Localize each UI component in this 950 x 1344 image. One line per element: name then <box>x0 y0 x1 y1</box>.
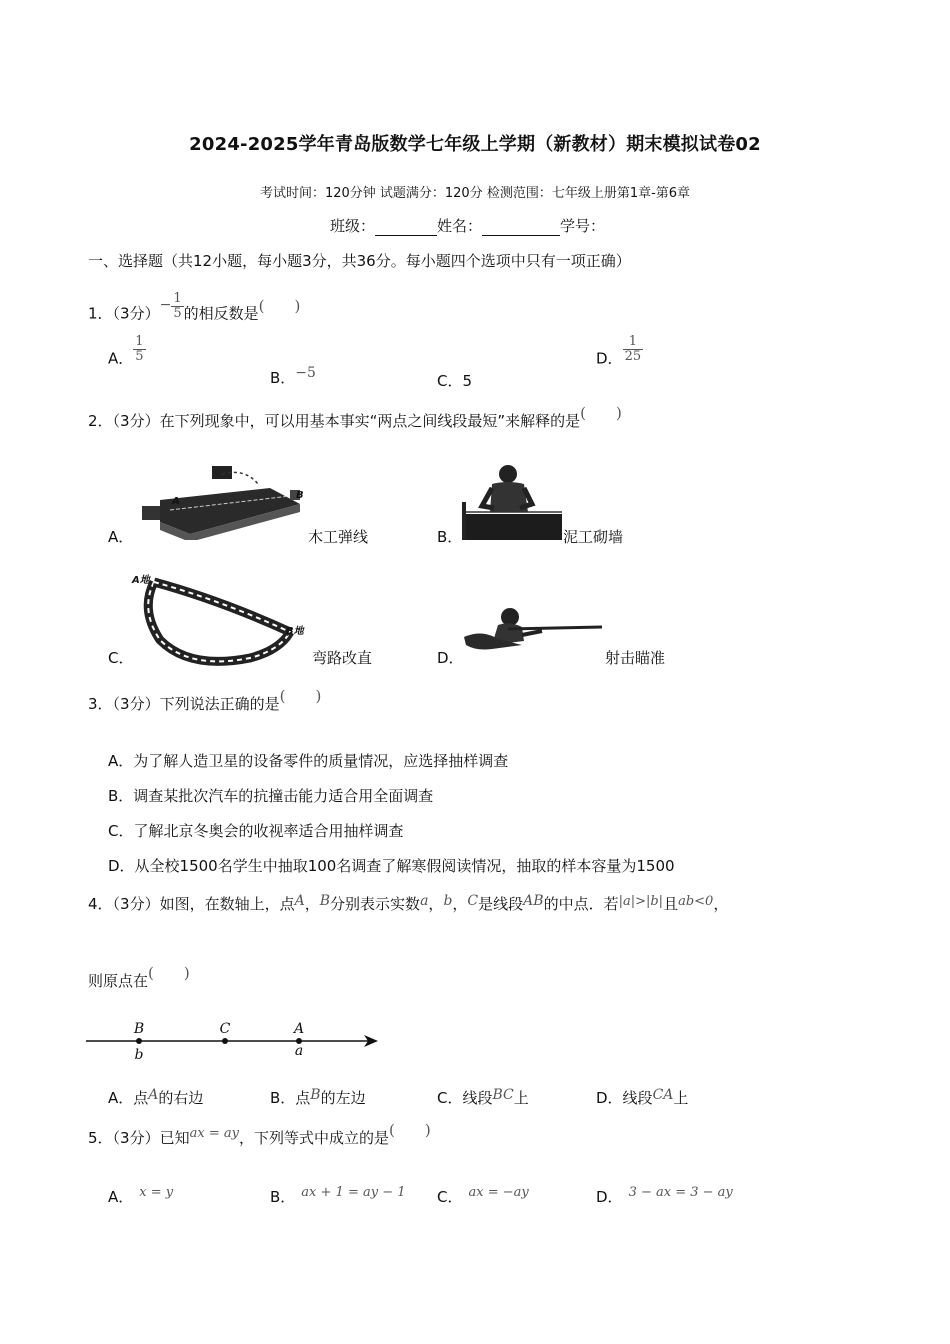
q2-text: 在下列现象中，可以用基本事实“两点之间线段最短”来解释的是 <box>159 412 581 430</box>
bricklayer-image <box>462 462 564 542</box>
q4-a-text: 的右边 <box>158 1089 204 1107</box>
axis-label-b-upper: B <box>133 1021 145 1037</box>
q5-d-equation: 3 − ax = 3 − ay <box>628 1185 733 1200</box>
number-line <box>86 1015 386 1065</box>
q4-number: 4．（3分） <box>88 895 160 913</box>
q2-a-label: A． <box>108 528 134 546</box>
q4-option-d <box>596 1087 688 1108</box>
student-info <box>330 215 605 236</box>
q3-number: 3．（3分） <box>88 695 160 713</box>
q4-option-a <box>108 1087 203 1108</box>
q4-condition-2: ab<0 <box>678 894 714 909</box>
id-label: 学号： <box>560 217 606 235</box>
q1-b-value: −5 <box>295 365 316 381</box>
q4-line-2-text: 则原点在 <box>88 972 149 990</box>
q1-option-d <box>596 334 643 373</box>
q1-c-value: 5 <box>462 372 473 390</box>
exam-info: 考试时间：120分钟 试题满分：120分 检测范围：七年级上册第1章-第6章 <box>259 186 691 201</box>
q5-option-b <box>270 1186 406 1207</box>
q4-line-2 <box>88 964 190 991</box>
q4-option-c <box>437 1087 529 1108</box>
q3-paren: ( ) <box>279 687 322 705</box>
q1-number: 1．（3分） <box>88 304 160 323</box>
q5-text-1: 已知 <box>159 1129 190 1147</box>
question-5 <box>88 1121 431 1148</box>
q4-d-label: D．线段 <box>596 1089 653 1107</box>
q4-text-2: 分别表示实数 <box>330 895 421 913</box>
q4-point-c: C <box>467 893 479 909</box>
q5-given-equation: ax = ay <box>189 1126 239 1141</box>
q4-paren: ( ) <box>148 964 190 982</box>
fig-a-point-a: A <box>172 496 180 507</box>
axis-label-c: C <box>219 1021 231 1037</box>
point-c-dot <box>222 1038 228 1044</box>
q1-a-fraction <box>133 335 145 363</box>
q4-text-5: 且 <box>663 895 679 913</box>
q2-b-caption: 泥工砌墙 <box>563 528 624 546</box>
class-blank <box>375 219 437 236</box>
page-title: 2024-2025学年青岛版数学七年级上学期（新教材）期末模拟试卷02 <box>189 134 761 155</box>
axis-label-b-lower: b <box>134 1047 144 1063</box>
q4-point-a: A <box>294 893 305 909</box>
q1-paren: ( ) <box>258 296 301 315</box>
q5-option-d <box>596 1186 733 1207</box>
section-heading: 一、选择题（共12小题，每小题3分，共36分。每小题四个选项中只有一项正确） <box>88 252 631 270</box>
q2-c-caption: 弯路改直 <box>312 649 373 667</box>
q2-number: 2．（3分） <box>88 412 160 430</box>
q1-frac-sign: − <box>159 296 172 313</box>
q1-frac-den: 5 <box>173 305 182 321</box>
q1-a-num: 1 <box>135 334 144 349</box>
q1-b-label: B． <box>270 369 296 387</box>
name-blank <box>482 219 560 236</box>
q5-paren: ( ) <box>388 1121 431 1139</box>
q4-a-label: A．点 <box>108 1089 149 1107</box>
q5-b-label: B． <box>270 1188 296 1206</box>
q4-c-segment: BC <box>492 1087 514 1103</box>
q1-fraction <box>171 292 183 320</box>
question-2 <box>88 404 622 431</box>
question-1 <box>88 291 301 328</box>
question-3 <box>88 687 322 714</box>
q5-c-label: C． <box>437 1188 463 1206</box>
point-b-dot <box>136 1038 142 1044</box>
q4-a-point: A <box>148 1087 159 1103</box>
q3-option-a: A．为了解人造卫星的设备零件的质量情况，应选择抽样调查 <box>108 752 509 770</box>
q5-c-equation: ax = −ay <box>468 1185 529 1200</box>
q1-option-a <box>108 334 146 373</box>
q1-option-b <box>270 367 316 388</box>
q4-b-text: 的左边 <box>320 1089 366 1107</box>
q3-option-d: D．从全校1500名学生中抽取100名调查了解寒假阅读情况，抽取的样本容量为1500 <box>108 857 675 875</box>
q1-frac-num: 1 <box>173 291 182 306</box>
carpenter-line-image <box>130 460 310 540</box>
q1-a-label: A． <box>108 349 134 368</box>
q2-b-label: B． <box>437 528 463 546</box>
q4-var-b: b <box>443 893 453 909</box>
q4-text-1: 如图，在数轴上，点 <box>159 895 295 913</box>
q2-a-caption: 木工弹线 <box>308 528 369 546</box>
q1-d-num: 1 <box>628 334 637 349</box>
q3-option-c: C．了解北京冬奥会的收视率适合用抽样调查 <box>108 822 404 840</box>
name-label: 姓名： <box>437 217 483 235</box>
q4-point-b: B <box>319 893 331 909</box>
q1-d-label: D． <box>596 349 623 368</box>
q1-text: 的相反数是 <box>183 304 259 323</box>
q3-text: 下列说法正确的是 <box>159 695 280 713</box>
q5-number: 5．（3分） <box>88 1129 160 1147</box>
q5-d-label: D． <box>596 1188 623 1206</box>
q4-text-4: 的中点．若 <box>543 895 619 913</box>
q1-d-den: 25 <box>624 348 642 364</box>
shooting-aim-image <box>462 605 607 660</box>
q5-option-a <box>108 1186 173 1207</box>
q5-a-equation: x = y <box>139 1185 174 1200</box>
q5-a-label: A． <box>108 1188 134 1206</box>
q4-var-a: a <box>420 893 429 909</box>
q4-sep-2: ， <box>428 895 444 913</box>
q1-d-fraction <box>623 335 644 363</box>
q2-d-label: D． <box>437 649 464 667</box>
axis-label-a-lower: a <box>294 1043 304 1059</box>
q4-b-label: B．点 <box>270 1089 311 1107</box>
q2-paren: ( ) <box>580 404 622 422</box>
q4-sep-1: ， <box>304 895 320 913</box>
fig-c-place-a: A地 <box>132 575 150 586</box>
q1-option-c <box>437 370 472 391</box>
axis-label-a-upper: A <box>293 1021 305 1037</box>
q4-c-label: C．线段 <box>437 1089 493 1107</box>
q4-text-6: ， <box>713 895 729 913</box>
q5-b-equation: ax + 1 = ay − 1 <box>301 1185 406 1200</box>
q4-d-text: 上 <box>673 1089 689 1107</box>
q4-option-b <box>270 1087 366 1108</box>
q4-text-3: 是线段 <box>478 895 524 913</box>
q5-option-c <box>437 1186 529 1207</box>
q4-c-text: 上 <box>513 1089 529 1107</box>
road-straightening-image <box>130 570 315 670</box>
q4-b-point: B <box>310 1087 321 1103</box>
fig-a-point-b: B <box>296 490 304 501</box>
q1-c-label: C． <box>437 372 463 390</box>
q1-a-den: 5 <box>135 348 144 364</box>
question-4 <box>88 893 728 914</box>
q4-sep-3: ， <box>452 895 468 913</box>
q2-d-caption: 射击瞄准 <box>605 649 666 667</box>
q4-condition-1: |a|>|b| <box>618 894 664 909</box>
fig-c-place-b: B地 <box>286 626 304 637</box>
q4-d-segment: CA <box>652 1087 674 1103</box>
q2-c-label: C． <box>108 649 134 667</box>
q3-option-b: B．调查某批次汽车的抗撞击能力适合用全面调查 <box>108 787 434 805</box>
q4-segment-ab: AB <box>523 893 544 909</box>
class-label: 班级： <box>330 217 376 235</box>
q5-text-2: ，下列等式中成立的是 <box>238 1129 389 1147</box>
